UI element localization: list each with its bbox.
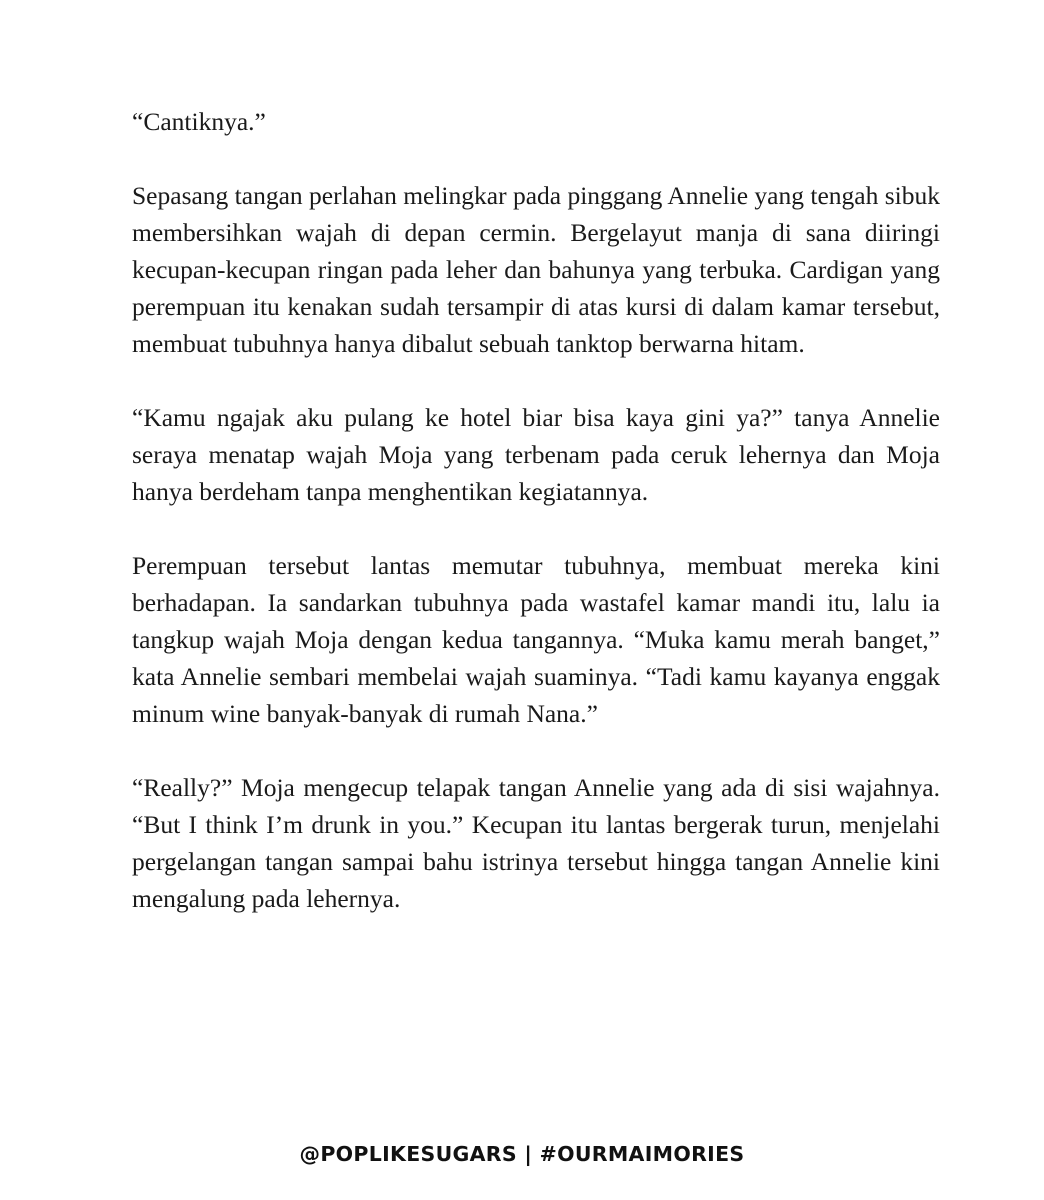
paragraph-2: Sepasang tangan perlahan melingkar pada pinggang Annelie yang tengah sibuk membersihkan wajah di depan cermin. Bergelayut manja di sana diiringi kecupan-kecupan ringan pada leher dan bahunya yang terbuka. Cardigan yang perempuan itu kenakan sudah tersampir di atas kursi di dalam kamar tersebut, membuat tubuhnya hanya dibalut sebuah tanktop berwarna hitam.	[132, 181, 940, 358]
paragraph-5: “Really?” Moja mengecup telapak tangan Annelie yang ada di sisi wajahnya. “But I think I’m drunk in you.” Kecupan itu lantas bergerak turun, menjelahi pergelangan tangan sampai bahu istrinya tersebut hingga tangan Annelie kini mengalung pada lehernya.	[132, 773, 940, 913]
footer-handle: @POPLIKESUGARS | #OURMAIMORIES	[299, 1142, 745, 1166]
paragraph-3: “Kamu ngajak aku pulang ke hotel biar bisa kaya gini ya?” tanya Annelie seraya menatap wajah Moja yang terbenam pada ceruk lehernya dan Moja hanya berdeham tanpa menghentikan kegiatannya.	[132, 403, 940, 506]
paragraph-1: “Cantiknya.”	[132, 107, 266, 136]
story-text	[132, 103, 940, 917]
paragraph-4: Perempuan tersebut lantas memutar tubuhnya, membuat mereka kini berhadapan. Ia sandarkan tubuhnya pada wastafel kamar mandi itu, lalu ia tangkup wajah Moja dengan kedua tangannya. “Muka kamu merah banget,” kata Annelie sembari membelai wajah suaminya. “Tadi kamu kayanya enggak minum wine banyak-banyak di rumah Nana.”	[132, 551, 940, 728]
